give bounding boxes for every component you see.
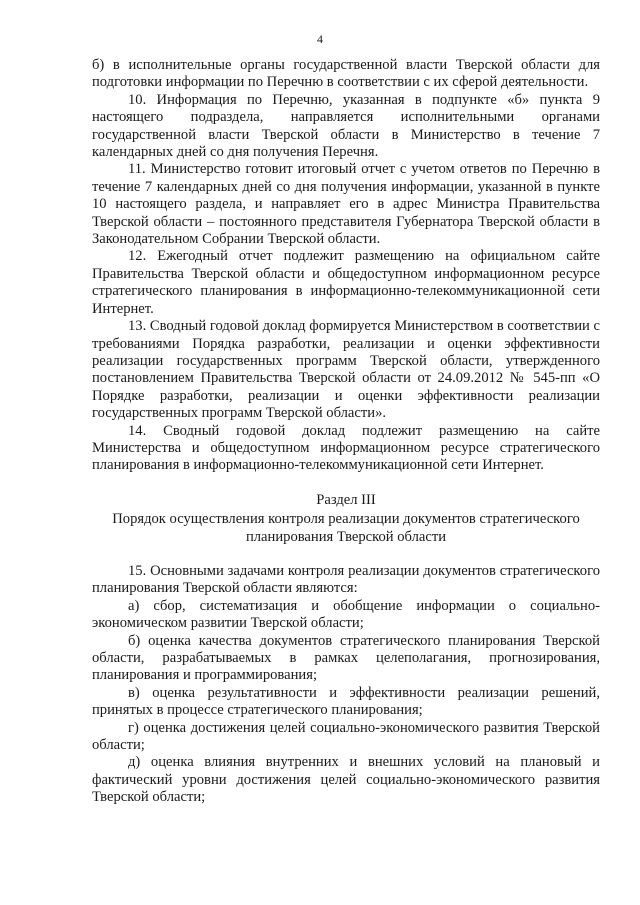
section-heading: Порядок осуществления контроля реализации документов стратегического планирования Тверской области bbox=[112, 511, 580, 545]
paragraphs-after-section bbox=[92, 563, 600, 807]
paragraph: б) оценка качества документов стратегического планирования Тверской области, разрабатываемых в рамках целеполагания, прогнозирования, планирования и программирования; bbox=[92, 632, 600, 684]
paragraph: д) оценка влияния внутренних и внешних условий на плановый и фактический уровни достижения целей социально-экономического развития Тверской области; bbox=[92, 754, 600, 806]
paragraph: в) оценка результативности и эффективности реализации решений, принятых в процессе стратегического планирования; bbox=[92, 684, 600, 719]
paragraph: 14. Сводный годовой доклад подлежит размещению на сайте Министерства и общедоступном информационном ресурсе стратегического планирования в информационно-телекоммуникационной сети Интернет. bbox=[92, 422, 600, 474]
section-header bbox=[92, 492, 600, 546]
paragraph: 13. Сводный годовой доклад формируется Министерством в соответствии с требованиями Порядка разработки, реализации и оценки эффективности реализации государственных программ Тверской области, утвержденного постановлением Правительства Тверской области от 24.09.2012 № 545-пп «О Порядке разработки, реализации и оценки эффективности реализации государственных программ Тверской области». bbox=[92, 318, 600, 422]
section-title: Раздел III bbox=[316, 491, 376, 508]
paragraph: 10. Информация по Перечню, указанная в подпункте «б» пункта 9 настоящего подраздела, направляется исполнительными органами государственной власти Тверской области в Министерство в течение 7 календарных дней со дня получения Перечня. bbox=[92, 91, 600, 161]
paragraph: а) сбор, систематизация и обобщение информации о социально-экономическом развитии Тверской области; bbox=[92, 597, 600, 632]
paragraph: б) в исполнительные органы государственной власти Тверской области для подготовки информации по Перечню в соответствии с их сферой деятельности. bbox=[92, 57, 600, 91]
page-number: 4 bbox=[317, 32, 323, 46]
paragraphs-before-section bbox=[92, 57, 600, 475]
paragraph: 15. Основными задачами контроля реализации документов стратегического планирования Тверской области являются: bbox=[92, 562, 600, 597]
paragraph: 12. Ежегодный отчет подлежит размещению на официальном сайте Правительства Тверской области и общедоступном информационном ресурсе стратегического планирования в информационно-телекоммуникационной сети Интернет. bbox=[92, 248, 600, 317]
document-body bbox=[92, 57, 600, 807]
paragraph: 11. Министерство готовит итоговый отчет с учетом ответов по Перечню в течение 7 календарных дней со дня получения информации, указанной в пункте 10 настоящего раздела, и направляет его в адрес Министра Правительства Тверской области – постоянного представителя Губернатора Тверской области в Законодательном Собрании Тверской области. bbox=[92, 161, 600, 248]
paragraph: г) оценка достижения целей социально-экономического развития Тверской области; bbox=[92, 719, 600, 754]
